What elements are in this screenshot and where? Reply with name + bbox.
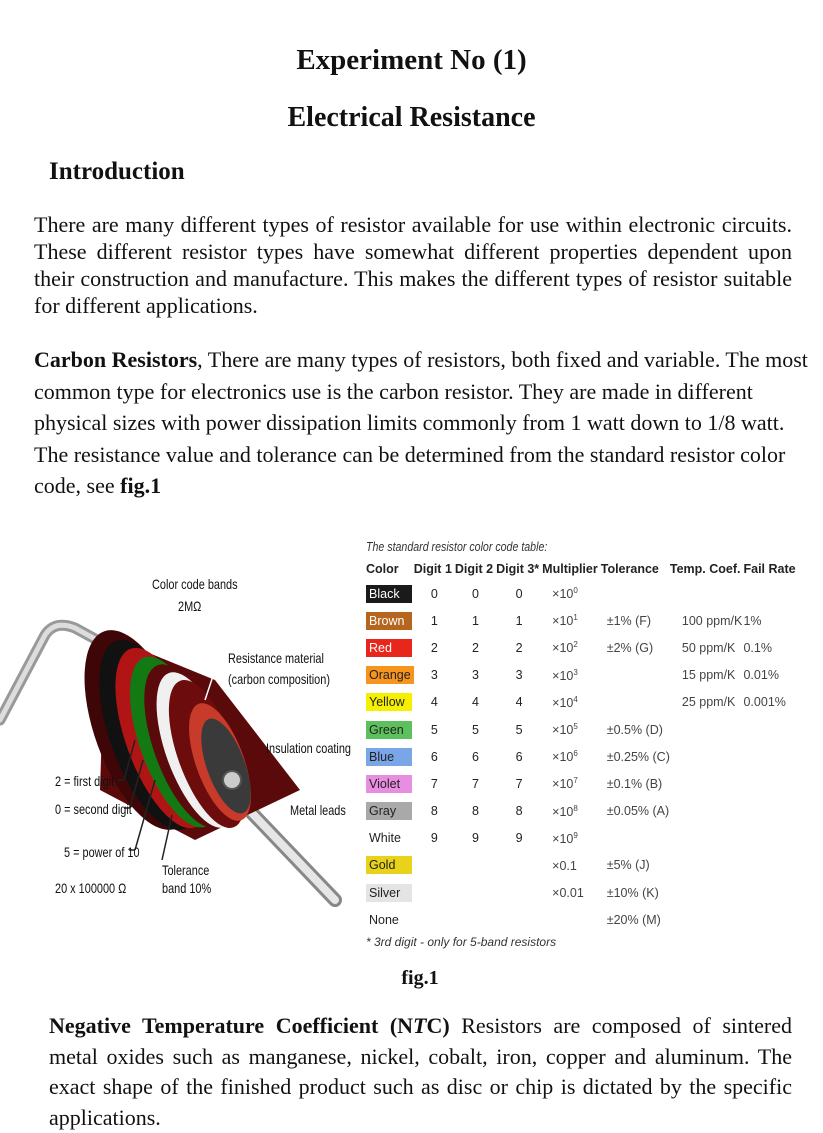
digit-cell — [455, 906, 496, 933]
digit-cell: 4 — [515, 695, 523, 710]
digit-cell: 6 — [472, 749, 479, 764]
color-swatch-cell — [366, 716, 414, 743]
fail-rate-cell — [743, 798, 798, 825]
label-calculation: 20 x 100000 Ω — [55, 880, 127, 896]
multiplier-cell — [542, 906, 601, 933]
color-swatch: White — [366, 829, 412, 847]
color-swatch: Orange — [366, 666, 414, 684]
color-swatch-cell — [366, 580, 414, 607]
table-header-cell: Tolerance — [600, 562, 659, 576]
table-header-cell: Digit 1 — [413, 562, 452, 576]
digit-cell — [496, 906, 542, 933]
resistor-diagram — [0, 540, 360, 940]
tolerance-cell — [601, 662, 670, 689]
color-swatch: Gray — [366, 802, 412, 820]
digit-cell: 0 — [472, 586, 479, 601]
digit-cell: 9 — [515, 831, 523, 846]
color-swatch-cell — [366, 798, 414, 825]
label-tolerance: Tolerance — [162, 862, 210, 878]
digit-cell: 6 — [515, 749, 523, 764]
color-swatch-cell — [366, 607, 414, 634]
color-swatch: Red — [366, 639, 412, 657]
fail-rate-cell — [743, 906, 798, 933]
temp-coef-cell — [670, 716, 744, 743]
digit-cell: 2 — [515, 640, 523, 655]
digit-cell — [414, 906, 455, 933]
table-header-cell: Multiplier — [542, 562, 598, 576]
tolerance-cell — [601, 825, 670, 852]
temp-coef-cell: 50 ppm/K — [681, 640, 736, 655]
color-swatch-cell — [366, 879, 414, 906]
color-swatch-cell — [366, 743, 414, 770]
color-swatch: Yellow — [366, 693, 412, 711]
multiplier-cell: $\times 10^8$ — [552, 803, 578, 819]
multiplier-cell: $\times 10^4$ — [552, 694, 578, 710]
table-row — [366, 607, 799, 634]
digit-cell: 0 — [515, 586, 523, 601]
tolerance-cell: ±0.25% (C) — [606, 749, 670, 764]
fail-rate-cell — [743, 825, 798, 852]
temp-coef-cell — [670, 852, 744, 879]
carbon-resistors-text: , There are many types of resistors, both fixed and variable. The most common type for electronics use is the carbon resistor. They are made in different physical sizes with power dissipation limits commonly from 1 watt down to 1/8 watt. The resistance value and tolerance can be determined from the standard resistor color code, see — [34, 347, 808, 498]
color-swatch: None — [366, 911, 412, 929]
temp-coef-cell: 100 ppm/K — [681, 613, 743, 628]
color-swatch: Gold — [366, 856, 412, 874]
digit-cell: 7 — [515, 776, 523, 791]
table-row — [366, 716, 799, 743]
multiplier-cell: ×0.01 — [552, 886, 584, 901]
label-resistance-material: Resistance material — [228, 650, 324, 666]
multiplier-cell: $\times 10^7$ — [552, 776, 578, 792]
label-tolerance-band: band 10% — [162, 880, 212, 896]
multiplier-cell: $\times 10^3$ — [552, 667, 578, 683]
ntc-paragraph — [49, 1011, 792, 1133]
fail-rate-cell — [743, 852, 798, 879]
fail-rate-cell — [743, 743, 798, 770]
tolerance-cell: ±0.05% (A) — [606, 804, 670, 819]
label-metal-leads: Metal leads — [290, 802, 346, 818]
temp-coef-cell — [670, 825, 744, 852]
table-header-row — [366, 558, 799, 580]
table-row — [366, 852, 799, 879]
tolerance-cell: ±20% (M) — [606, 912, 661, 927]
digit-cell: 9 — [430, 831, 438, 846]
fail-rate-cell — [743, 770, 798, 797]
digit-cell: 1 — [515, 613, 523, 628]
color-swatch: Silver — [366, 884, 412, 902]
fail-rate-cell: 0.01% — [743, 668, 779, 683]
digit-cell — [414, 879, 455, 906]
table-header-cell: Color — [366, 562, 399, 576]
fail-rate-cell — [743, 879, 798, 906]
table-header-cell: Fail Rate — [743, 562, 796, 576]
digit-cell: 8 — [430, 804, 438, 819]
color-swatch: Blue — [366, 748, 412, 766]
intro-paragraph: There are many different types of resistor available for use within electronic circuits. These different resistor types have somewhat different properties dependent upon their construction and manufacture. This makes the different types of resistor suitable for different applications. — [34, 212, 792, 318]
tolerance-cell: ±1% (F) — [606, 613, 652, 628]
digit-cell: 2 — [472, 640, 479, 655]
carbon-resistors-paragraph — [34, 344, 809, 502]
digit-cell: 2 — [430, 640, 438, 655]
digit-cell: 4 — [472, 695, 479, 710]
color-swatch: Green — [366, 721, 412, 739]
tolerance-cell: ±0.1% (B) — [606, 776, 663, 791]
fail-rate-cell: 0.001% — [743, 695, 786, 710]
table-footnote: * 3rd digit - only for 5-band resistors — [366, 935, 557, 950]
color-swatch-cell — [366, 906, 414, 933]
table-caption: The standard resistor color code table: — [366, 540, 548, 554]
tolerance-cell: ±10% (K) — [606, 885, 659, 900]
table-row — [366, 743, 799, 770]
digit-cell: 3 — [472, 668, 479, 683]
temp-coef-cell: 15 ppm/K — [681, 668, 736, 683]
color-code-table-panel — [366, 540, 796, 950]
digit-cell — [455, 879, 496, 906]
table-row — [366, 689, 799, 716]
ntc-text: Resistors are composed of sintered metal oxides such as manganese, nickel, cobalt, iron, copper and aluminum. The exact shape of the finished product such as disc or chip is dictated by the specific applications. — [49, 1013, 792, 1130]
temp-coef-cell: 25 ppm/K — [681, 695, 736, 710]
tolerance-cell — [601, 580, 670, 607]
digit-cell: 8 — [515, 804, 523, 819]
digit-cell — [496, 852, 542, 879]
color-swatch: Brown — [366, 612, 412, 630]
color-swatch-cell — [366, 852, 414, 879]
color-swatch-cell — [366, 662, 414, 689]
ntc-term: Negative Temperature Coefficient (NTC) — [49, 1013, 450, 1038]
fail-rate-cell — [743, 580, 798, 607]
digit-cell — [455, 852, 496, 879]
table-row — [366, 580, 799, 607]
section-heading: Introduction — [49, 158, 185, 185]
temp-coef-cell — [670, 879, 744, 906]
tolerance-cell: ±5% (J) — [606, 858, 650, 873]
color-swatch: Black — [366, 585, 412, 603]
figure-caption: fig.1 — [401, 967, 439, 989]
digit-cell: 5 — [472, 722, 479, 737]
multiplier-cell: $\times 10^1$ — [552, 613, 578, 629]
digit-cell — [414, 852, 455, 879]
multiplier-cell: $\times 10^5$ — [552, 722, 578, 738]
label-insulation-coating: Insulation coating — [266, 740, 351, 756]
table-row — [366, 879, 799, 906]
multiplier-cell: $\times 10^0$ — [552, 586, 578, 602]
table-header-cell: Digit 3* — [496, 562, 540, 576]
label-power-of-10: 5 = power of 10 — [64, 844, 140, 860]
color-swatch-cell — [366, 825, 414, 852]
digit-cell: 7 — [472, 776, 479, 791]
color-swatch-cell — [366, 770, 414, 797]
digit-cell — [496, 879, 542, 906]
digit-cell: 0 — [430, 586, 438, 601]
table-row — [366, 825, 799, 852]
temp-coef-cell — [670, 770, 744, 797]
multiplier-cell: ×0.1 — [552, 858, 577, 873]
multiplier-cell: $\times 10^2$ — [552, 640, 578, 656]
figure-reference: fig.1 — [120, 473, 162, 498]
label-second-digit: 0 = second digit — [55, 801, 132, 817]
page-title: Experiment No (1) — [296, 44, 527, 76]
table-row — [366, 634, 799, 661]
digit-cell: 7 — [430, 776, 438, 791]
tolerance-cell: ±0.5% (D) — [606, 722, 663, 737]
fail-rate-cell: 0.1% — [743, 640, 772, 655]
color-swatch-cell — [366, 689, 414, 716]
table-row — [366, 770, 799, 797]
tolerance-cell: ±2% (G) — [606, 640, 654, 655]
fail-rate-cell — [743, 716, 798, 743]
digit-cell: 4 — [430, 695, 438, 710]
temp-coef-cell — [670, 798, 744, 825]
color-swatch: Violet — [366, 775, 412, 793]
label-color-code-bands: Color code bands — [152, 576, 238, 592]
digit-cell: 8 — [472, 804, 479, 819]
digit-cell: 9 — [472, 831, 479, 846]
digit-cell: 1 — [430, 613, 438, 628]
temp-coef-cell — [670, 580, 744, 607]
table-header-cell: Digit 2 — [454, 562, 494, 576]
color-code-table — [366, 558, 799, 933]
table-row — [366, 798, 799, 825]
table-header-cell: Temp. Coef. — [669, 562, 741, 576]
digit-cell: 3 — [515, 668, 523, 683]
temp-coef-cell — [670, 743, 744, 770]
digit-cell: 6 — [430, 749, 438, 764]
multiplier-cell: $\times 10^9$ — [552, 830, 578, 846]
page-subtitle: Electrical Resistance — [287, 102, 536, 133]
table-row — [366, 906, 799, 933]
carbon-resistors-term: Carbon Resistors — [34, 347, 198, 372]
label-first-digit: 2 = first digit — [55, 773, 115, 789]
digit-cell: 3 — [430, 668, 438, 683]
temp-coef-cell — [670, 906, 744, 933]
label-carbon-composition: (carbon composition) — [228, 671, 330, 687]
digit-cell: 5 — [430, 722, 438, 737]
color-swatch-cell — [366, 634, 414, 661]
digit-cell: 1 — [472, 613, 479, 628]
multiplier-cell: $\times 10^6$ — [552, 749, 578, 765]
fail-rate-cell: 1% — [743, 613, 762, 628]
table-row — [366, 662, 799, 689]
label-value: 2MΩ — [178, 598, 202, 614]
digit-cell: 5 — [515, 722, 523, 737]
tolerance-cell — [601, 689, 670, 716]
